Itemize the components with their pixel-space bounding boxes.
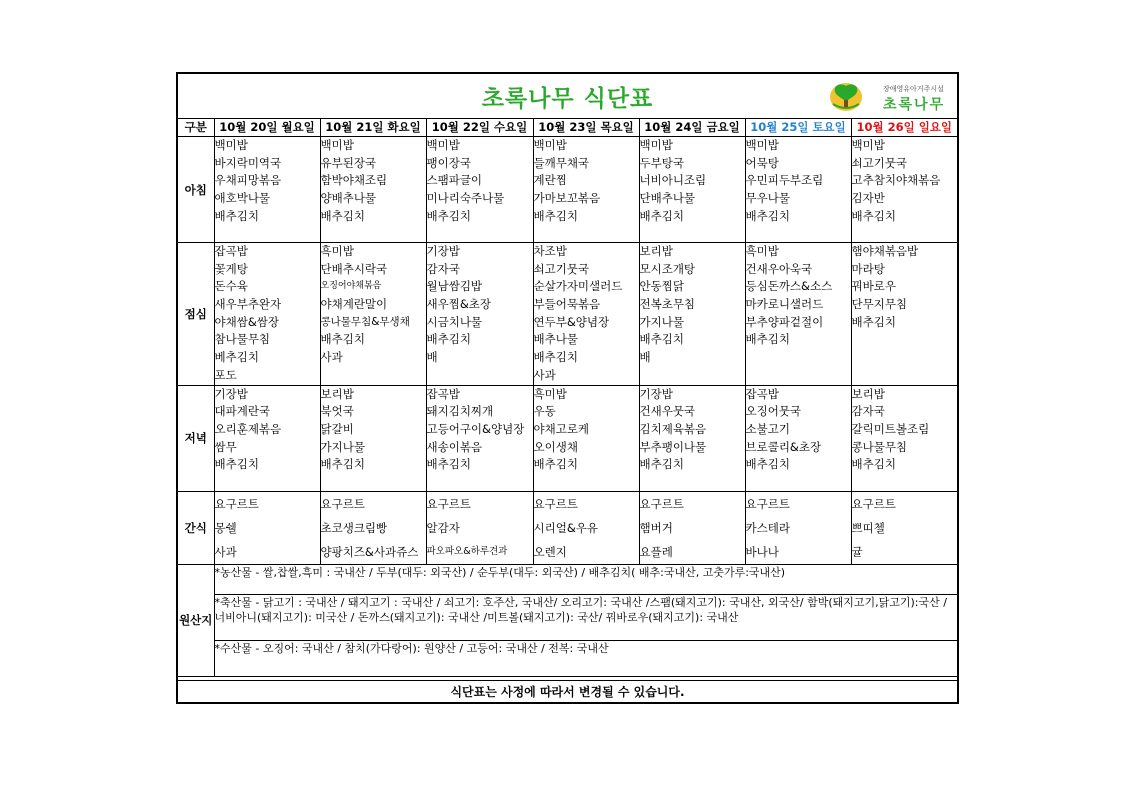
origin-label: 원산지 <box>178 564 214 676</box>
menu-cell: 요구르트 알감자 파오파오&하루견과 <box>426 491 533 564</box>
logo-name: 초록나무 <box>883 97 946 113</box>
menu-cell: 요구르트 쁘띠첼 귤 <box>851 491 957 564</box>
menu-cell: 흑미밥 우동 야채고로케 오이생채 배추김치 <box>533 385 639 491</box>
menu-cell: 백미밥 팽이장국 스팸파글이 미나리숙주나물 배추김치 <box>426 137 533 243</box>
category-header: 구분 <box>178 118 214 137</box>
menu-table <box>178 118 957 677</box>
menu-cell: 햄야채볶음밥 마라탕 꿔바로우 단무지무침 배추김치 <box>851 243 957 386</box>
day-header: 10월 21일 화요일 <box>320 118 426 137</box>
menu-cell: 보리밥 북엇국 닭갈비 가지나물 배추김치 <box>320 385 426 491</box>
snack-row <box>178 491 957 564</box>
meal-label-snack: 간식 <box>178 491 214 564</box>
menu-cell: 백미밥 바지락미역국 우채피망볶음 애호박나물 배추김치 <box>214 137 320 243</box>
meal-label-breakfast: 아침 <box>178 137 214 243</box>
origin-row-2 <box>178 594 957 640</box>
menu-cell: 백미밥 쇠고기뭇국 고추참치야채볶음 김자반 배추김치 <box>851 137 957 243</box>
day-header: 10월 20일 월요일 <box>214 118 320 137</box>
lunch-row <box>178 243 957 386</box>
header-row <box>178 118 957 137</box>
origin-line: *농산물 - 쌀,찹쌀,흑미 : 국내산 / 두부(대두: 외국산) / 순두부(대두: 외국산) / 배추김치( 배추:국내산, 고춧가루:국내산) <box>214 564 957 594</box>
origin-row-1 <box>178 564 957 594</box>
menu-cell: 요구르트 햄버거 요플레 <box>639 491 745 564</box>
menu-cell: 기장밥 감자국 월남쌈김밥 새우찜&초장 시금치나물 배추김치 배 <box>426 243 533 386</box>
origin-line: *축산물 - 닭고기 : 국내산 / 돼지고기 : 국내산 / 쇠고기: 호주산, 국내산/ 오리고기: 국내산 /스팸(돼지고기): 국내산, 외국산/ 함박(돼지고기,닭고기):국산 /너비아니(돼지고기): 미국산 / 돈까스(돼지고기): 국내산 /미트볼(돼지고기): 국산/ 꿔바로우(돼지고기): 국내산 <box>214 594 957 640</box>
meal-label-dinner: 저녁 <box>178 385 214 491</box>
logo <box>827 78 953 114</box>
origin-line: *수산물 - 오징어: 국내산 / 참치(가다랑어): 원양산 / 고등어: 국내산 / 전복: 국내산 <box>214 640 957 676</box>
menu-cell: 기장밥 대파계란국 오리훈제볶음 쌈무 배추김치 <box>214 385 320 491</box>
menu-cell: 기장밥 건새우뭇국 김치제육볶음 부추팽이나물 배추김치 <box>639 385 745 491</box>
day-header-sunday: 10월 26일 일요일 <box>851 118 957 137</box>
logo-subtitle: 장애영유아거주시설 <box>883 85 944 93</box>
title-row <box>178 74 957 119</box>
menu-cell: 흑미밥 단배추시락국 오징어야채볶음 야채계란말이 콩나물무침&무생채 배추김치 사과 <box>320 243 426 386</box>
tree-emblem-icon <box>829 80 863 112</box>
menu-cell: 잡곡밥 꽃게탕 돈수육 새우부추완자 야채쌈&쌈장 참나물무침 베추김치 포도 <box>214 243 320 386</box>
menu-cell: 요구르트 카스테라 바나나 <box>745 491 851 564</box>
menu-cell: 요구르트 초코생크림빵 양팡치즈&사과쥬스 <box>320 491 426 564</box>
menu-cell: 보리밥 모시조개탕 안동찜닭 전복초무침 가지나물 배추김치 배 <box>639 243 745 386</box>
menu-cell: 요구르트 몽쉘 사과 <box>214 491 320 564</box>
meal-label-lunch: 점심 <box>178 243 214 386</box>
breakfast-row <box>178 137 957 243</box>
menu-cell: 백미밥 어묵탕 우민피두부조림 무우나물 배추김치 <box>745 137 851 243</box>
footer-notice: 식단표는 사정에 따라서 변경될 수 있습니다. <box>178 680 957 703</box>
day-header: 10월 23일 목요일 <box>533 118 639 137</box>
menu-cell: 잡곡밥 오징어뭇국 소불고기 브로콜리&초장 배추김치 <box>745 385 851 491</box>
menu-cell: 백미밥 들깨무채국 계란찜 가마보꼬볶음 배추김치 <box>533 137 639 243</box>
menu-cell: 보리밥 감자국 갈릭미트볼조림 콩나물무침 배추김치 <box>851 385 957 491</box>
page-title: 초록나무 식단표 <box>481 86 654 112</box>
origin-row-3 <box>178 640 957 676</box>
day-header: 10월 24일 금요일 <box>639 118 745 137</box>
menu-cell: 차조밥 쇠고기뭇국 순살가자미샐러드 부들어묵볶음 연두부&양념장 배추나물 배추김치 사과 <box>533 243 639 386</box>
day-header: 10월 22일 수요일 <box>426 118 533 137</box>
menu-cell: 흑미밥 건새우아욱국 등심돈까스&소스 마카로니샐러드 부추양파겉절이 배추김치 <box>745 243 851 386</box>
menu-sheet <box>176 72 959 704</box>
day-header-saturday: 10월 25일 토요일 <box>745 118 851 137</box>
dinner-row <box>178 385 957 491</box>
menu-cell: 요구르트 시리얼&우유 오렌지 <box>533 491 639 564</box>
menu-cell: 백미밥 두부탕국 너비아니조림 단배추나물 배추김치 <box>639 137 745 243</box>
menu-cell: 백미밥 유부된장국 함박야채조림 양배추나물 배추김치 <box>320 137 426 243</box>
menu-cell: 잡곡밥 돼지김치찌개 고등어구이&양념장 새송이볶음 배추김치 <box>426 385 533 491</box>
